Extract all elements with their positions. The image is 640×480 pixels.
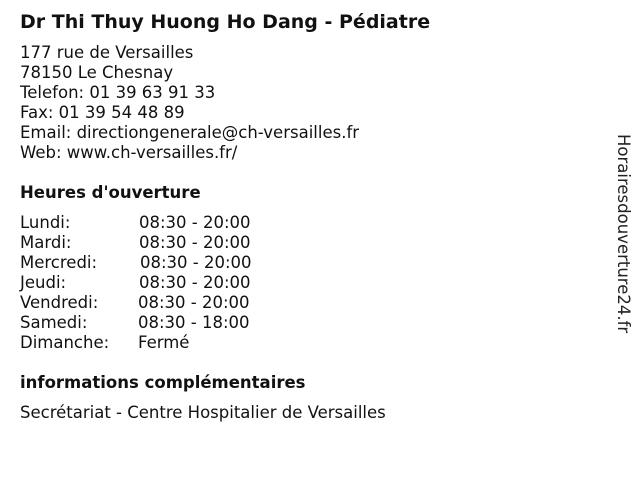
day-label: Vendredi:: [20, 293, 99, 312]
day-label: Mercredi:: [20, 253, 98, 272]
opening-hours-table: [20, 213, 320, 353]
contact-block: [20, 43, 359, 163]
page-title: Dr Thi Thuy Huong Ho Dang - Pédiatre: [20, 11, 431, 33]
hours-row-saturday: [20, 313, 320, 333]
day-label: Lundi:: [20, 213, 71, 232]
time-value: 08:30 - 20:00: [139, 233, 251, 252]
address-street: 177 rue de Versailles: [20, 43, 194, 62]
hours-row-sunday: [20, 333, 320, 353]
time-value: 08:30 - 20:00: [139, 213, 251, 232]
hours-row-wednesday: [20, 253, 320, 273]
phone-line: Telefon: 01 39 63 91 33: [20, 83, 216, 102]
hours-row-tuesday: [20, 233, 320, 253]
web-line: Web: www.ch-versailles.fr/: [20, 143, 238, 162]
time-value: 08:30 - 20:00: [139, 273, 251, 292]
hours-row-thursday: [20, 273, 320, 293]
day-label: Samedi:: [20, 313, 88, 332]
time-value: Fermé: [138, 333, 190, 352]
email-line: Email: directiongenerale@ch-versailles.fr: [20, 123, 360, 142]
hours-row-friday: [20, 293, 320, 313]
time-value: 08:30 - 18:00: [138, 313, 250, 332]
additional-info-text: Secrétariat - Centre Hospitalier de Versailles: [20, 403, 386, 422]
fax-line: Fax: 01 39 54 48 89: [20, 103, 185, 122]
day-label: Jeudi:: [20, 273, 67, 292]
day-label: Dimanche:: [20, 333, 110, 352]
time-value: 08:30 - 20:00: [140, 253, 252, 272]
site-watermark: Horairesdouverture24.fr: [614, 134, 633, 334]
additional-info-heading: informations complémentaires: [20, 373, 306, 392]
day-label: Mardi:: [20, 233, 72, 252]
hours-row-monday: [20, 213, 320, 233]
address-city: 78150 Le Chesnay: [20, 63, 174, 82]
time-value: 08:30 - 20:00: [138, 293, 250, 312]
opening-hours-heading: Heures d'ouverture: [20, 183, 201, 202]
